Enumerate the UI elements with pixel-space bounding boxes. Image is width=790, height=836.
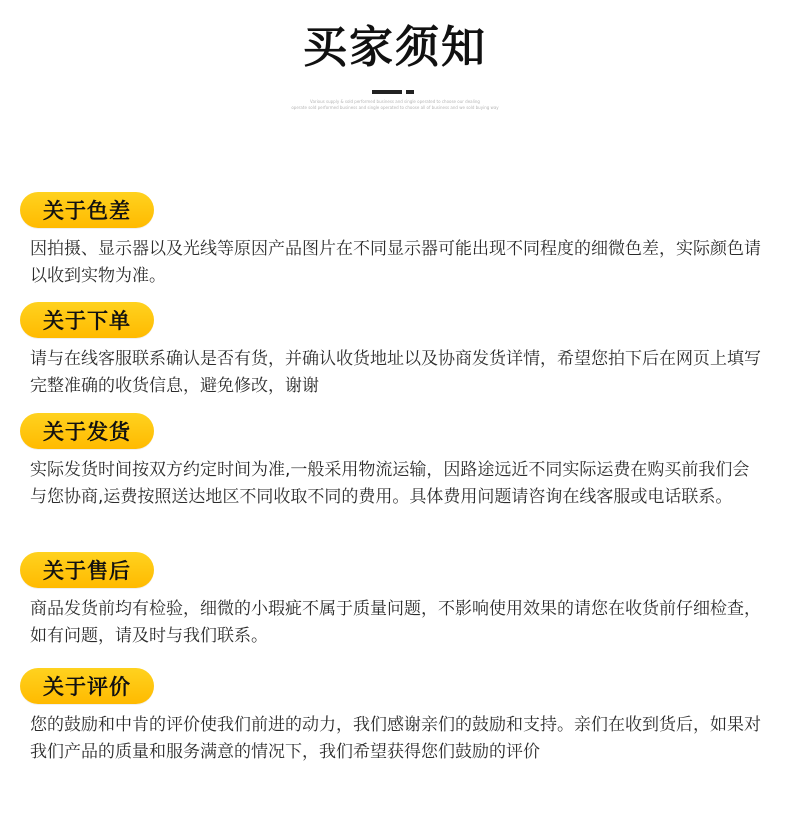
title-divider — [372, 90, 418, 94]
fineprint-line-1: Various supply & sold performed business and single operated to choose our dealing — [310, 99, 480, 104]
section-body-text: 商品发货前均有检验，细微的小瑕疵不属于质量问题，不影响使用效果的请您在收货前仔细检查，如有问题，请及时与我们联系。 — [30, 599, 761, 646]
section-heading-badge: 关于下单 — [20, 302, 154, 338]
section-body-text: 您的鼓励和中肯的评价使我们前进的动力，我们感谢亲们的鼓励和支持。亲们在收到货后，如果对我们产品的质量和服务满意的情况下，我们希望获得您们鼓励的评价 — [30, 715, 761, 762]
section-body-text: 请与在线客服联系确认是否有货，并确认收货地址以及协商发货详情，希望您拍下后在网页上填写完整准确的收货信息，避免修改，谢谢 — [30, 349, 761, 396]
section-body-text: 实际发货时间按双方约定时间为准,一般采用物流运输，因路途远近不同实际运费在购买前我们会与您协商,运费按照送达地区不同收取不同的费用。具体费用问题请咨询在线客服或电话联系。 — [30, 460, 750, 507]
fineprint-line-2: operate sold performed business and single operated to choose all of business and we sold buying way — [291, 105, 499, 110]
section-heading-badge: 关于评价 — [20, 668, 154, 704]
section-heading-badge: 关于色差 — [20, 192, 154, 228]
page-title: 买家须知 — [303, 22, 487, 73]
section-heading-badge: 关于售后 — [20, 552, 154, 588]
section-heading-badge: 关于发货 — [20, 413, 154, 449]
divider-dot — [406, 90, 414, 94]
divider-bar — [372, 90, 402, 94]
section-body-text: 因拍摄、显示器以及光线等原因产品图片在不同显示器可能出现不同程度的细微色差，实际颜色请以收到实物为准。 — [30, 239, 761, 286]
